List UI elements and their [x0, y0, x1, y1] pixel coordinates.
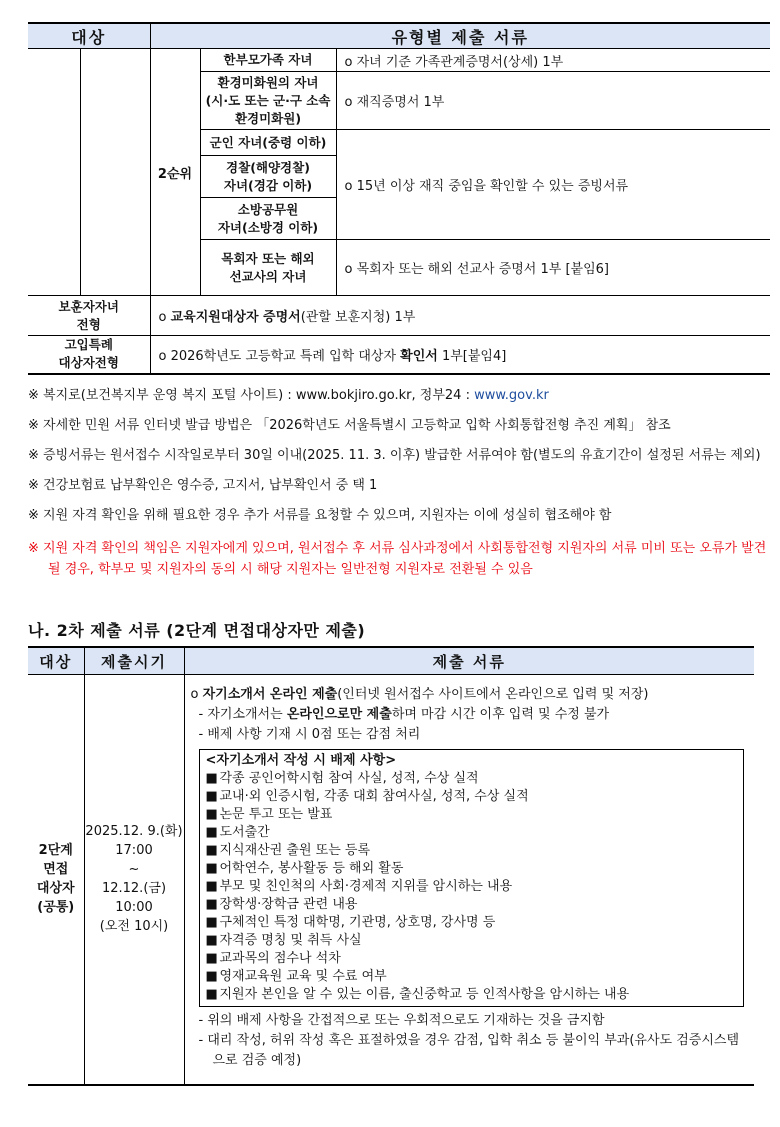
note-validity: ※ 증빙서류는 원서접수 시작일로부터 30일 이내(2025. 11. 3. 이후) 발급한 서류여야 함(별도의 유효기간이 설정된 서류는 제외)	[28, 448, 761, 463]
exclusion-item: ■ 각종 공인어학시험 참여 사실, 성적, 수상 실적	[205, 771, 479, 786]
doc-single-parent: o 자녀 기준 가족관계증명서(상세) 1부	[336, 49, 770, 72]
veteran-doc: o 교육지원대상자 증명서(관할 보훈지청) 1부	[150, 296, 770, 336]
square-bullet-icon: ■	[205, 807, 218, 822]
square-bullet-icon: ■	[205, 771, 218, 786]
square-bullet-icon: ■	[205, 861, 218, 876]
square-bullet-icon: ■	[205, 933, 218, 948]
square-bullet-icon: ■	[205, 825, 218, 840]
after-item-plagiarism: - 대리 작성, 허위 작성 혹은 표절하였을 경우 감점, 입학 취소 등 불이익 부과(유사도 검증시스템으로 검증 예정)	[198, 1033, 740, 1068]
square-bullet-icon: ■	[205, 789, 218, 804]
sub-item-online: - 자기소개서는 온라인으로만 제출하며 마감 시간 이후 입력 및 수정 불가	[198, 707, 610, 722]
special-doc: o 2026학년도 고등학교 특례 입학 대상자 확인서 1부[붙임4]	[150, 336, 770, 374]
special-label: 고입특례 대상자전형	[28, 336, 150, 374]
exclusion-item: ■ 영재교육원 교육 및 수료 여부	[205, 969, 387, 984]
header-target: 대상	[28, 23, 150, 49]
empty-cell	[28, 49, 80, 296]
exclusion-item: ■ 자격증 명칭 및 취득 사실	[205, 933, 362, 948]
gov-link[interactable]: www.gov.kr	[474, 388, 549, 403]
rank-label: 2순위	[150, 49, 200, 296]
exclusion-item: ■ 논문 투고 또는 발표	[205, 807, 333, 822]
square-bullet-icon: ■	[205, 987, 218, 1002]
period-cell: 2025.12. 9.(화) 17:00 ~ 12.12.(금) 10:00 (오전 10시)	[84, 675, 184, 1085]
notes	[28, 388, 770, 594]
type-police: 경찰(해양경찰) 자녀(경감 이하)	[200, 156, 336, 198]
square-bullet-icon: ■	[205, 843, 218, 858]
type-firefighter: 소방공무원 자녀(소방경 이하)	[200, 198, 336, 240]
veteran-label: 보훈자자녀 전형	[28, 296, 150, 336]
type-military: 군인 자녀(중령 이하)	[200, 130, 336, 156]
empty-cell	[80, 49, 150, 296]
exclusion-item: ■ 지원자 본인을 알 수 있는 이름, 출신중학교 등 인적사항을 암시하는 내용	[205, 987, 630, 1002]
type-sanitation: 환경미화원의 자녀 (시·도 또는 군·구 소속 환경미화원)	[200, 72, 336, 130]
header-period: 제출시기	[84, 647, 184, 675]
section-title: 나. 2차 제출 서류 (2단계 면접대상자만 제출)	[28, 621, 366, 640]
header-documents: 제출 서류	[184, 647, 754, 675]
square-bullet-icon: ■	[205, 897, 218, 912]
documents-cell	[184, 675, 754, 1085]
target-cell: 2단계 면접 대상자 (공통)	[28, 675, 84, 1085]
note-additional: ※ 지원 자격 확인을 위해 필요한 경우 추가 서류를 요청할 수 있으며, 지원자는 이에 성실히 협조해야 함	[28, 508, 612, 523]
type-single-parent: 한부모가족 자녀	[200, 49, 336, 72]
exclusion-item: ■ 지식재산권 출원 또는 등록	[205, 843, 371, 858]
square-bullet-icon: ■	[205, 879, 218, 894]
doc-pastor: o 목회자 또는 해외 선교사 증명서 1부 [붙임6]	[336, 240, 770, 296]
square-bullet-icon: ■	[205, 951, 218, 966]
after-item-indirect: - 위의 배제 사항을 간접적으로 또는 우회적으로도 기재하는 것을 금지함	[198, 1013, 605, 1028]
exclusion-item: ■ 교내·외 인증시험, 각종 대회 참여사실, 성적, 수상 실적	[205, 789, 529, 804]
second-submission-table	[28, 646, 754, 1086]
header-target: 대상	[28, 647, 84, 675]
type-pastor: 목회자 또는 해외 선교사의 자녀	[200, 240, 336, 296]
note-portal: ※ 복지로(보건복지부 운영 복지 포털 사이트) : www.bokjiro.go.kr, 정부24 : www.gov.kr	[28, 388, 549, 403]
exclusion-title: <자기소개서 작성 시 배제 사항>	[205, 753, 397, 768]
square-bullet-icon: ■	[205, 915, 218, 930]
note-issuance: ※ 자세한 민원 서류 인터넷 발급 방법은 「2026학년도 서울특별시 고등학교 입학 사회통합전형 추진 계획」 참조	[28, 418, 671, 433]
doc-15-years-service: o 15년 이상 재직 중임을 확인할 수 있는 증빙서류	[336, 130, 770, 240]
note-insurance: ※ 건강보험료 납부확인은 영수증, 고지서, 납부확인서 중 택 1	[28, 478, 378, 493]
doc-sanitation: o 재직증명서 1부	[336, 72, 770, 130]
exclusion-item: ■ 도서출간	[205, 825, 270, 840]
exclusion-item: ■ 교과목의 점수나 석차	[205, 951, 341, 966]
exclusion-item: ■ 장학생·장학금 관련 내용	[205, 897, 358, 912]
main-item: o 자기소개서 온라인 제출(인터넷 원서접수 사이트에서 온라인으로 입력 및 저장)	[190, 687, 649, 702]
exclusion-item: ■ 어학연수, 봉사활동 등 해외 활동	[205, 861, 404, 876]
sub-item-penalty: - 배제 사항 기재 시 0점 또는 감점 처리	[198, 727, 421, 742]
documents-by-type-table	[28, 22, 770, 375]
header-documents: 유형별 제출 서류	[150, 23, 770, 49]
exclusion-item: ■ 구체적인 특정 대학명, 기관명, 상호명, 강사명 등	[205, 915, 496, 930]
exclusion-item: ■ 부모 및 친인척의 사회·경제적 지위를 암시하는 내용	[205, 879, 513, 894]
note-responsibility: ※ 지원 자격 확인의 책임은 지원자에게 있으며, 원서접수 후 서류 심사과정에서 사회통합전형 지원자의 서류 미비 또는 오류가 발견될 경우, 학부모 및 지원자의 동의 시 해당 지원자는 일반전형 지원자로 전환될 수 있음	[28, 541, 767, 577]
square-bullet-icon: ■	[205, 969, 218, 984]
exclusion-box	[199, 749, 745, 1007]
